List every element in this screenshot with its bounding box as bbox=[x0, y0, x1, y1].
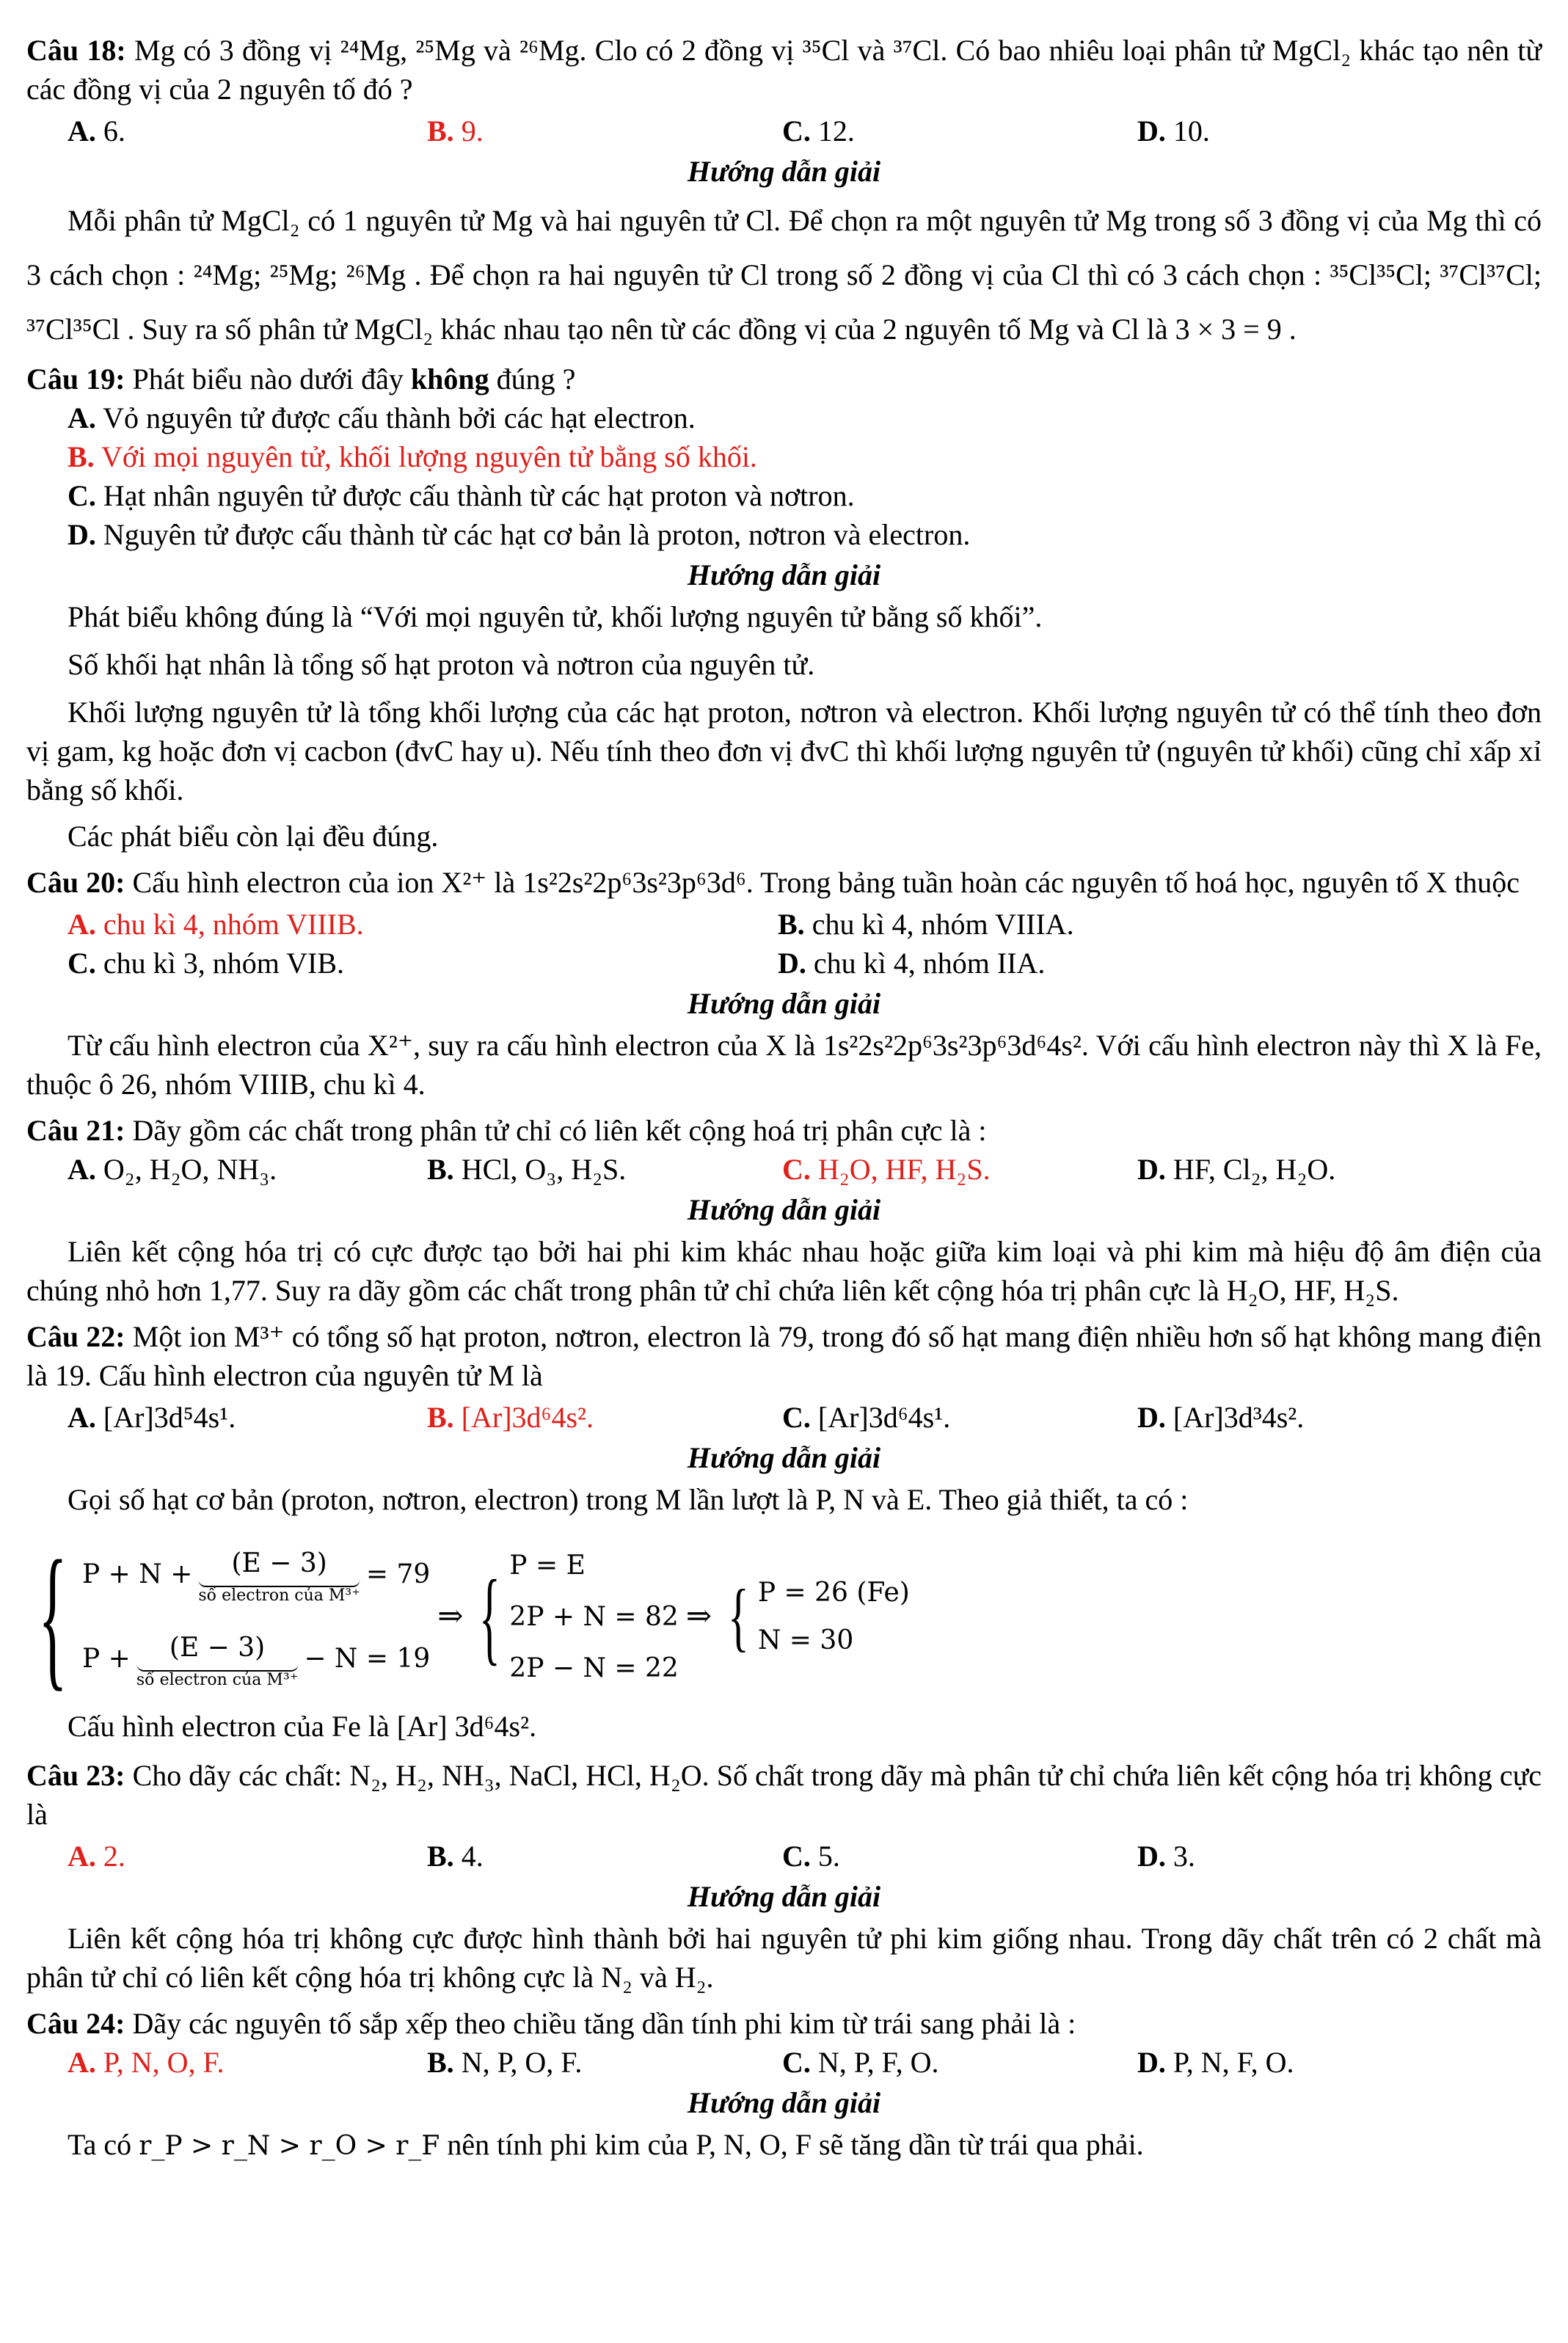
guide-paragraph: Liên kết cộng hóa trị có cực được tạo bởi hai phi kim khác nhau hoặc giữa kim loại và phi kim mà hiệu độ âm điện của chúng nhỏ hơn 1,77. Suy ra dãy gồm các chất trong phân tử chỉ chứa liên kết cộng hóa trị phân cực là H₂O, HF, H₂S. bbox=[26, 1235, 1542, 1307]
left-brace: { bbox=[727, 1574, 749, 1659]
guide-conclusion: Cấu hình electron của Fe là [Ar] 3d⁶4s². bbox=[68, 1710, 537, 1743]
equation-system bbox=[26, 1528, 1542, 1705]
guide-heading: Hướng dẫn giải bbox=[687, 155, 881, 188]
option-d: D. Nguyên tử được cấu thành từ các hạt cơ bản là proton, nơtron và electron. bbox=[68, 518, 971, 551]
implies-arrow: ⇒ bbox=[685, 1599, 712, 1633]
option-a: A. Vỏ nguyên tử được cấu thành bởi các hạt electron. bbox=[68, 401, 696, 434]
system-1-row-2: P + (E − 3) số electron của M³⁺ − N = 19 bbox=[82, 1628, 430, 1689]
option-b: B. chu kì 4, nhóm VIIIA. bbox=[778, 908, 1074, 941]
guide-paragraph: Số khối hạt nhân là tổng số hạt proton và nơtron của nguyên tử. bbox=[68, 648, 815, 681]
question-label: Câu 24: bbox=[26, 2007, 125, 2040]
option-c: C. [Ar]3d⁶4s¹. bbox=[782, 1401, 951, 1434]
option-b-correct: B. 9. bbox=[427, 114, 484, 147]
question-text: Dãy gồm các chất trong phân tử chỉ có liên kết cộng hoá trị phân cực là : bbox=[132, 1114, 987, 1147]
option-a: A. 6. bbox=[68, 114, 125, 147]
guide-heading: Hướng dẫn giải bbox=[687, 1441, 881, 1474]
option-a-correct: A. 2. bbox=[68, 1840, 125, 1873]
option-b: B. HCl, O₃, H₂S. bbox=[427, 1153, 627, 1186]
guide-paragraph: Phát biểu không đúng là “Với mọi nguyên tử, khối lượng nguyên tử bằng số khối”. bbox=[68, 600, 1043, 633]
guide-paragraph: Liên kết cộng hóa trị không cực được hình thành bởi hai nguyên tử phi kim giống nhau. Trong dãy chất trên có 2 chất mà phân tử chỉ có liên kết cộng hóa trị không cực là N₂ và H₂. bbox=[26, 1922, 1542, 1994]
option-d: D. [Ar]3d³4s². bbox=[1137, 1401, 1305, 1434]
system-1-row-1: P + N + (E − 3) số electron của M³⁺ = 79 bbox=[82, 1544, 430, 1605]
question-text-post: đúng ? bbox=[489, 362, 576, 396]
question-18 bbox=[26, 31, 1542, 357]
left-brace: { bbox=[38, 1528, 68, 1705]
question-22 bbox=[26, 1317, 1542, 1746]
guide-paragraph: Các phát biểu còn lại đều đúng. bbox=[68, 820, 439, 853]
option-d: D. chu kì 4, nhóm IIA. bbox=[778, 947, 1046, 980]
question-label: Câu 22: bbox=[26, 1320, 125, 1353]
system-3: P = 26 (Fe) N = 30 bbox=[757, 1578, 910, 1655]
option-a: A. [Ar]3d⁵4s¹. bbox=[68, 1401, 236, 1434]
guide-paragraph: Khối lượng nguyên tử là tổng khối lượng của các hạt proton, nơtron và electron. Khối lượng nguyên tử có thể tính theo đơn vị gam, kg hoặc đơn vị cacbon (đvC hay u). Nếu tính theo đơn vị đvC thì khối lượng nguyên tử (nguyên tử khối) cũng chỉ xấp xỉ bằng số khối. bbox=[26, 696, 1542, 806]
guide-paragraph: Từ cấu hình electron của X²⁺, suy ra cấu hình electron của X là 1s²2s²2p⁶3s²3p⁶3d⁶4s². Với cấu hình electron này thì X là Fe, thuộc ô 26, nhóm VIIIB, chu kì 4. bbox=[26, 1029, 1542, 1101]
options bbox=[26, 2043, 1542, 2082]
guide-heading: Hướng dẫn giải bbox=[687, 987, 881, 1020]
guide-heading: Hướng dẫn giải bbox=[687, 558, 881, 591]
options-row-1 bbox=[26, 905, 1542, 944]
option-d: D. HF, Cl₂, H₂O. bbox=[1137, 1153, 1336, 1186]
question-19 bbox=[26, 360, 1542, 856]
options bbox=[26, 1150, 1542, 1189]
options bbox=[26, 1398, 1542, 1437]
options bbox=[26, 112, 1542, 150]
question-20 bbox=[26, 863, 1542, 1104]
option-b: B. 4. bbox=[427, 1840, 484, 1873]
guide-paragraph: Mỗi phân tử MgCl₂ có 1 nguyên tử Mg và hai nguyên tử Cl. Để chọn ra một nguyên tử Mg trong số 3 đồng vị của Mg thì có 3 cách chọn : ²⁴Mg; ²⁵Mg; ²⁶Mg . Để chọn ra hai nguyên tử Cl trong số 2 đồng vị của Cl thì có 3 cách chọn : ³⁵Cl³⁵Cl; ³⁷Cl³⁷Cl; ³⁷Cl³⁵Cl . Suy ra số phân tử MgCl₂ khác nhau tạo nên từ các đồng vị của 2 nguyên tố Mg và Cl là 3 × 3 = 9 . bbox=[26, 204, 1542, 346]
question-label: Câu 20: bbox=[26, 866, 125, 899]
guide-heading: Hướng dẫn giải bbox=[687, 1880, 881, 1913]
option-b-correct: B. Với mọi nguyên tử, khối lượng nguyên tử bằng số khối. bbox=[68, 440, 757, 473]
guide-intro: Gọi số hạt cơ bản (proton, nơtron, electron) trong M lần lượt là P, N và E. Theo giả thiết, ta có : bbox=[68, 1483, 1189, 1516]
question-label: Câu 18: bbox=[26, 34, 126, 67]
option-a-correct: A. chu kì 4, nhóm VIIIB. bbox=[68, 908, 364, 941]
underbrace-term: (E − 3) số electron của M³⁺ bbox=[198, 1548, 360, 1605]
question-23 bbox=[26, 1756, 1542, 1997]
implies-arrow: ⇒ bbox=[437, 1599, 464, 1633]
question-text: Một ion M³⁺ có tổng số hạt proton, nơtron, electron là 79, trong đó số hạt mang điện nhiều hơn số hạt không mang điện là 19. Cấu hình electron của nguyên tử M là bbox=[26, 1320, 1542, 1392]
option-a-correct: A. P, N, O, F. bbox=[68, 2046, 225, 2079]
question-label: Câu 19: bbox=[26, 362, 125, 396]
option-c: C. Hạt nhân nguyên tử được cấu thành từ các hạt proton và nơtron. bbox=[68, 479, 855, 512]
system-1 bbox=[82, 1532, 430, 1701]
underbrace-term: (E − 3) số electron của M³⁺ bbox=[136, 1633, 299, 1689]
question-text: Cho dãy các chất: N₂, H₂, NH₃, NaCl, HCl, H₂O. Số chất trong dãy mà phân tử chỉ chứa liên kết cộng hóa trị không cực là bbox=[26, 1759, 1542, 1831]
question-text-bold: không bbox=[410, 362, 489, 396]
question-21 bbox=[26, 1111, 1542, 1310]
option-d: D. 10. bbox=[1137, 114, 1210, 147]
guide-heading: Hướng dẫn giải bbox=[687, 1193, 881, 1226]
option-c: C. 5. bbox=[782, 1840, 840, 1873]
system-2: P = E 2P + N = 82 2P − N = 22 bbox=[509, 1550, 679, 1683]
question-label: Câu 21: bbox=[26, 1114, 125, 1147]
option-b: B. N, P, O, F. bbox=[427, 2046, 583, 2079]
question-text: Mg có 3 đồng vị ²⁴Mg, ²⁵Mg và ²⁶Mg. Clo có 2 đồng vị ³⁵Cl và ³⁷Cl. Có bao nhiêu loại phân tử MgCl₂ khác tạo nên từ các đồng vị của 2 nguyên tố đó ? bbox=[26, 34, 1542, 106]
option-c: C. 12. bbox=[782, 114, 855, 147]
options bbox=[26, 1837, 1542, 1876]
guide-heading: Hướng dẫn giải bbox=[687, 2086, 881, 2119]
question-text: Dãy các nguyên tố sắp xếp theo chiều tăng dần tính phi kim từ trái sang phải là : bbox=[132, 2007, 1076, 2040]
left-brace: { bbox=[479, 1558, 501, 1675]
option-d: D. P, N, F, O. bbox=[1137, 2046, 1294, 2079]
question-24 bbox=[26, 2004, 1542, 2165]
question-label: Câu 23: bbox=[26, 1759, 125, 1792]
question-text: Cấu hình electron của ion X²⁺ là 1s²2s²2p⁶3s²3p⁶3d⁶. Trong bảng tuần hoàn các nguyên tố hoá học, nguyên tố X thuộc bbox=[132, 866, 1520, 899]
option-d: D. 3. bbox=[1137, 1840, 1195, 1873]
option-c: C. chu kì 3, nhóm VIB. bbox=[68, 947, 345, 980]
option-a: A. O₂, H₂O, NH₃. bbox=[68, 1153, 277, 1186]
radius-inequality: r_P > r_N > r_O > r_F bbox=[139, 2131, 440, 2161]
question-text-pre: Phát biểu nào dưới đây bbox=[132, 362, 411, 396]
guide-paragraph: Ta có r_P > r_N > r_O > r_F nên tính phi kim của P, N, O, F sẽ tăng dần từ trái qua phải. bbox=[68, 2128, 1144, 2161]
options-row-2 bbox=[26, 944, 1542, 983]
option-c: C. N, P, F, O. bbox=[782, 2046, 939, 2079]
option-c-correct: C. H₂O, HF, H₂S. bbox=[782, 1153, 991, 1186]
option-b-correct: B. [Ar]3d⁶4s². bbox=[427, 1401, 594, 1434]
